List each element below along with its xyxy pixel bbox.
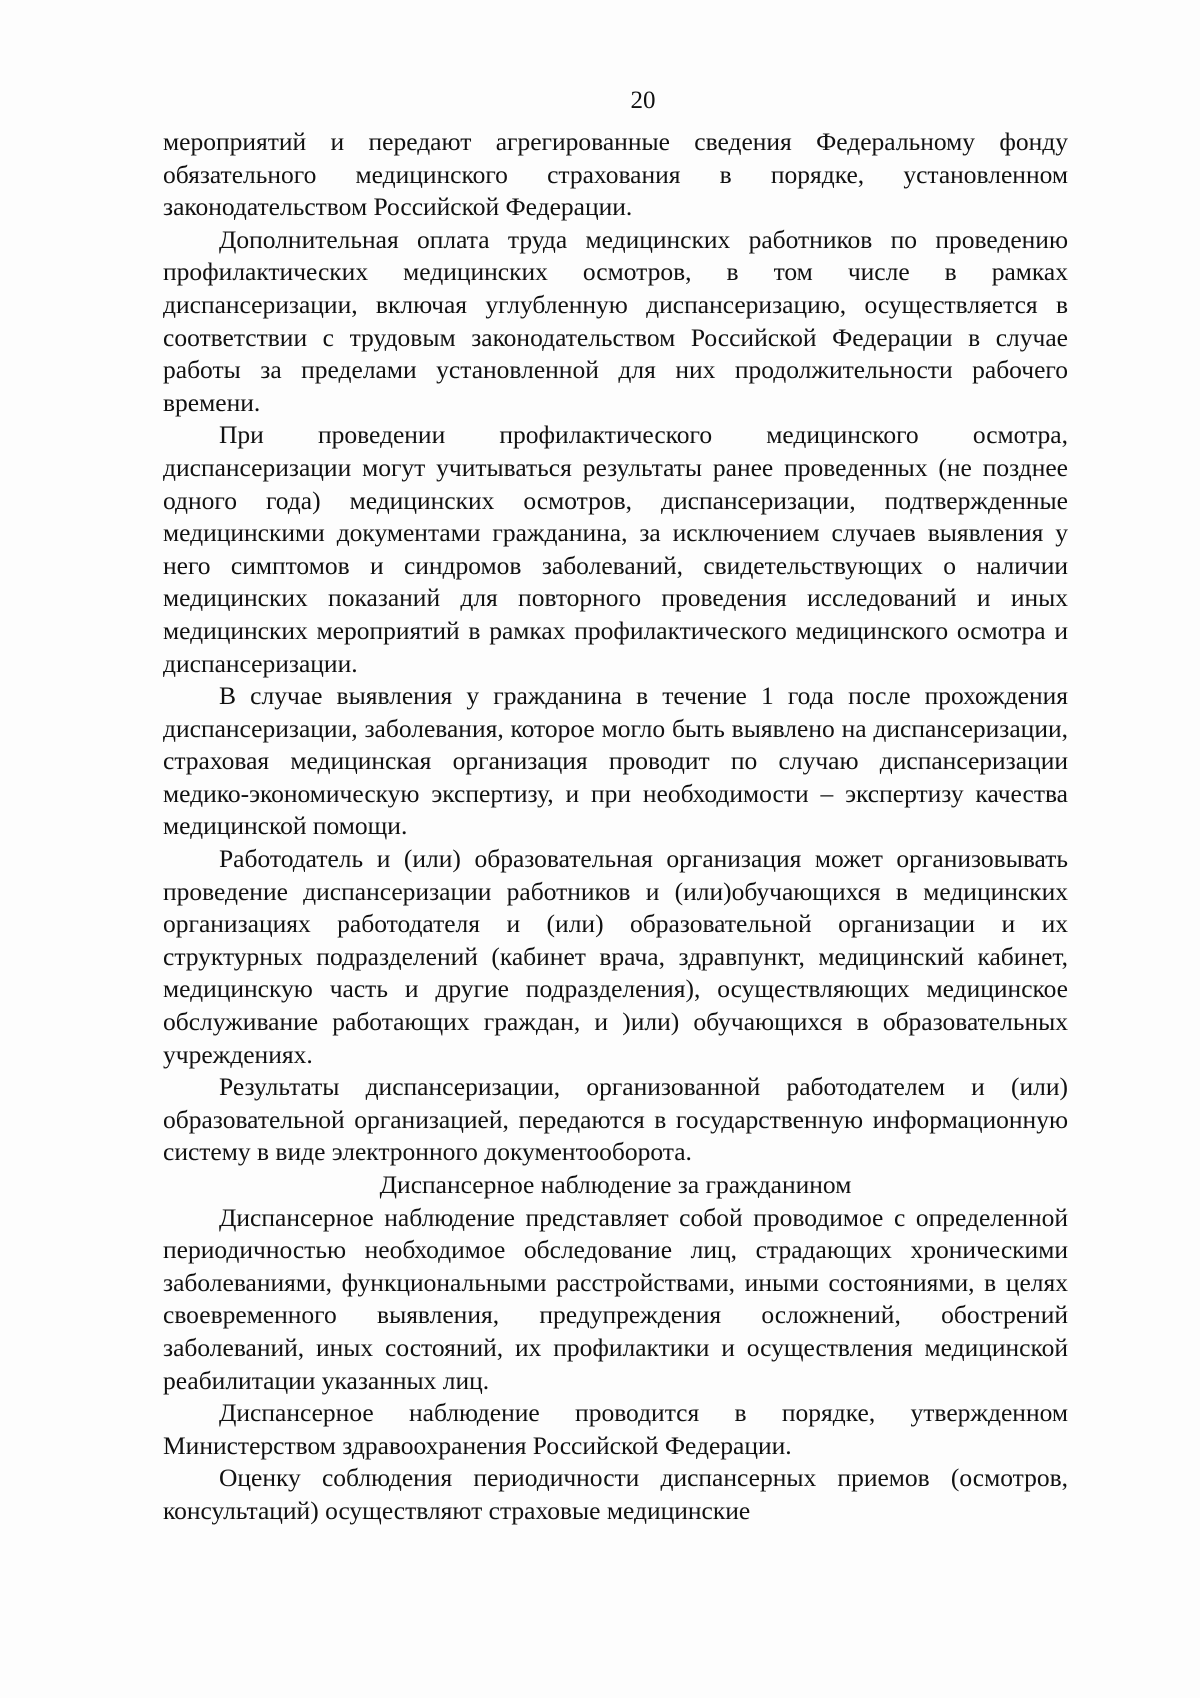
paragraph-previous-results: При проведении профилактического медицинского осмотра, диспансеризации могут учитываться результаты ранее проведенных (не позднее одного года) медицинских осмотров, диспансеризации, подтвержденные медицинскими документами гражданина, за исключением случаев выявления у него симптомов и синдромов заболеваний, свидетельствующих о наличии медицинских показаний для повторного проведения исследований и иных медицинских мероприятий в рамках профилактического медицинского осмотра и диспансеризации.: [163, 420, 1068, 678]
paragraph-dispensary-definition: Диспансерное наблюдение представляет собой проводимое с определенной периодичностью необходимое обследование лиц, страдающих хроническими заболеваниями, функциональными расстройствами, иными состояниями, в целях своевременного выявления, предупреждения осложнений, обострений заболеваний, иных состояний, их профилактики и осуществления медицинской реабилитации указанных лиц.: [163, 1202, 1068, 1395]
paragraph-additional-payment: Дополнительная оплата труда медицинских работников по проведению профилактических медицинских осмотров, в том числе в рамках диспансеризации, включая углубленную диспансеризацию, осуществляется в соответствии с трудовым законодательством Российской Федерации в случае работы за пределами установленной для них продолжительности рабочего времени.: [163, 224, 1068, 417]
page-number: 20: [630, 87, 656, 114]
paragraph-continuation: мероприятий и передают агрегированные сведения Федеральному фонду обязательного медицинского страхования в порядке, установленном законодательством Российской Федерации.: [163, 127, 1068, 222]
paragraph-dispensary-order: Диспансерное наблюдение проводится в порядке, утвержденном Министерством здравоохранения Российской Федерации.: [163, 1398, 1068, 1460]
paragraph-disease-detection: В случае выявления у гражданина в течение 1 года после прохождения диспансеризации, заболевания, которое могло быть выявлено на диспансеризации, страховая медицинская организация проводит по случаю диспансеризации медико-экономическую экспертизу, и при необходимости – экспертизу качества медицинской помощи.: [163, 681, 1068, 841]
paragraph-results-transfer: Результаты диспансеризации, организованной работодателем и (или) образовательной организацией, передаются в государственную информационную систему в виде электронного документооборота.: [163, 1072, 1068, 1167]
paragraph-employer-organization: Работодатель и (или) образовательная организация может организовывать проведение диспансеризации работников и (или)обучающихся в медицинских организациях работодателя и (или) образовательной организации и их структурных подразделений (кабинет врача, здравпункт, медицинский кабинет, медицинскую часть и другие подразделения), осуществляющих медицинское обслуживание работающих граждан, и )или) обучающихся в образовательных учреждениях.: [163, 844, 1068, 1069]
paragraph-periodicity-assessment: Оценку соблюдения периодичности диспансерных приемов (осмотров, консультаций) осуществляют страховые медицинские: [163, 1463, 1068, 1525]
section-heading: Диспансерное наблюдение за гражданином: [379, 1170, 852, 1199]
document-body: [163, 126, 1068, 1528]
